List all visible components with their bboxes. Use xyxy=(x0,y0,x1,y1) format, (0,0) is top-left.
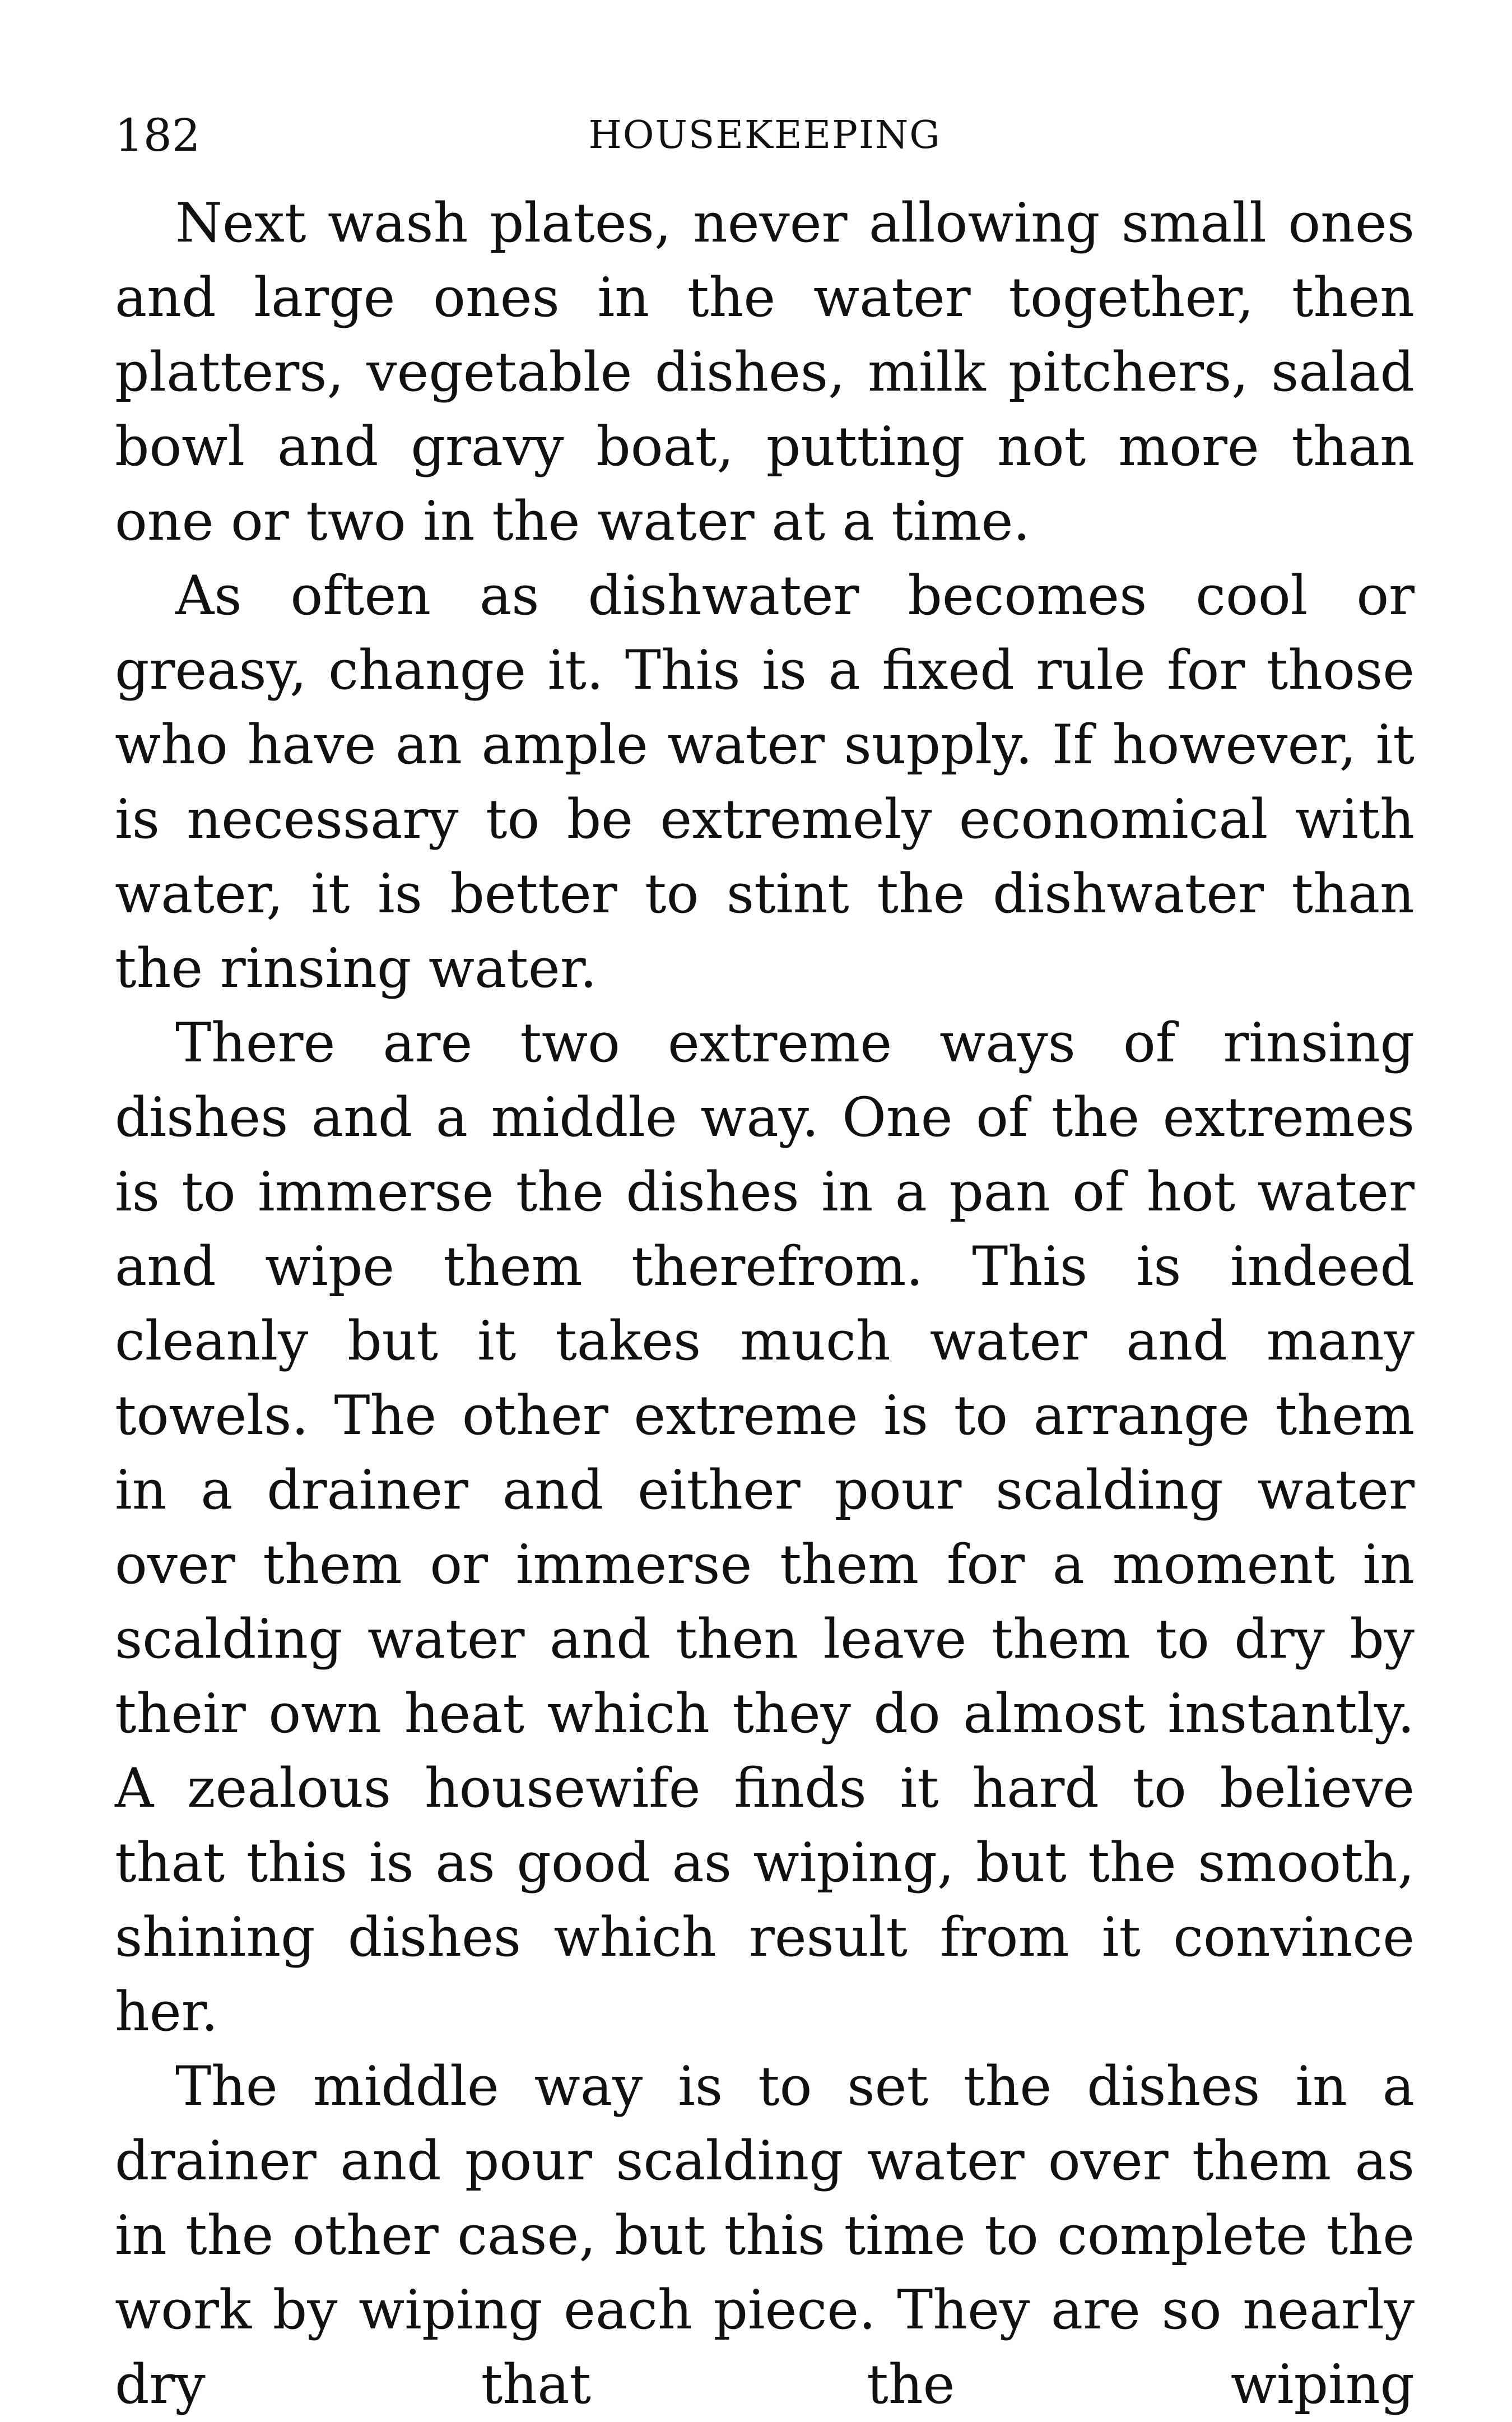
paragraph-change-dishwater: As often as dishwater becomes cool or greasy, change it. This is a fixed rule for those who have an ample water supply. If however, it is necessary to be extremely economical with water, it is better to stint the dishwater than the rinsing water. xyxy=(115,564,1415,1000)
paragraph-rinsing-ways: There are two extreme ways of rinsing dishes and a middle way. One of the extremes is to immerse the dishes in a pan of hot water and wipe them therefrom. This is indeed cleanly but it takes much water and many towels. The other extreme is to arrange them in a drainer and either pour scalding water over them or immerse them for a moment in scalding water and then leave them to dry by their own heat which they do almost instantly. A zealous housewife finds it hard to believe that this is as good as wiping, but the smooth, shining dishes which result from it convince her. xyxy=(115,1012,1415,2043)
running-title: HOUSEKEEPING xyxy=(588,113,941,157)
running-head xyxy=(115,102,1415,169)
paragraph-wash-plates: Next wash plates, never allowing small ones and large ones in the water together, then platters, vegetable dishes, milk pitchers, salad bowl and gravy boat, putting not more than one or two in the water at a time. xyxy=(115,192,1415,553)
paragraph-middle-way: The middle way is to set the dishes in a drainer and pour scalding water over them as in the other case, but this time to complete the work by wiping each piece. They are so nearly dry that the wiping xyxy=(115,2055,1415,2416)
body-text xyxy=(115,186,1415,2422)
page-number: 182 xyxy=(115,109,201,161)
